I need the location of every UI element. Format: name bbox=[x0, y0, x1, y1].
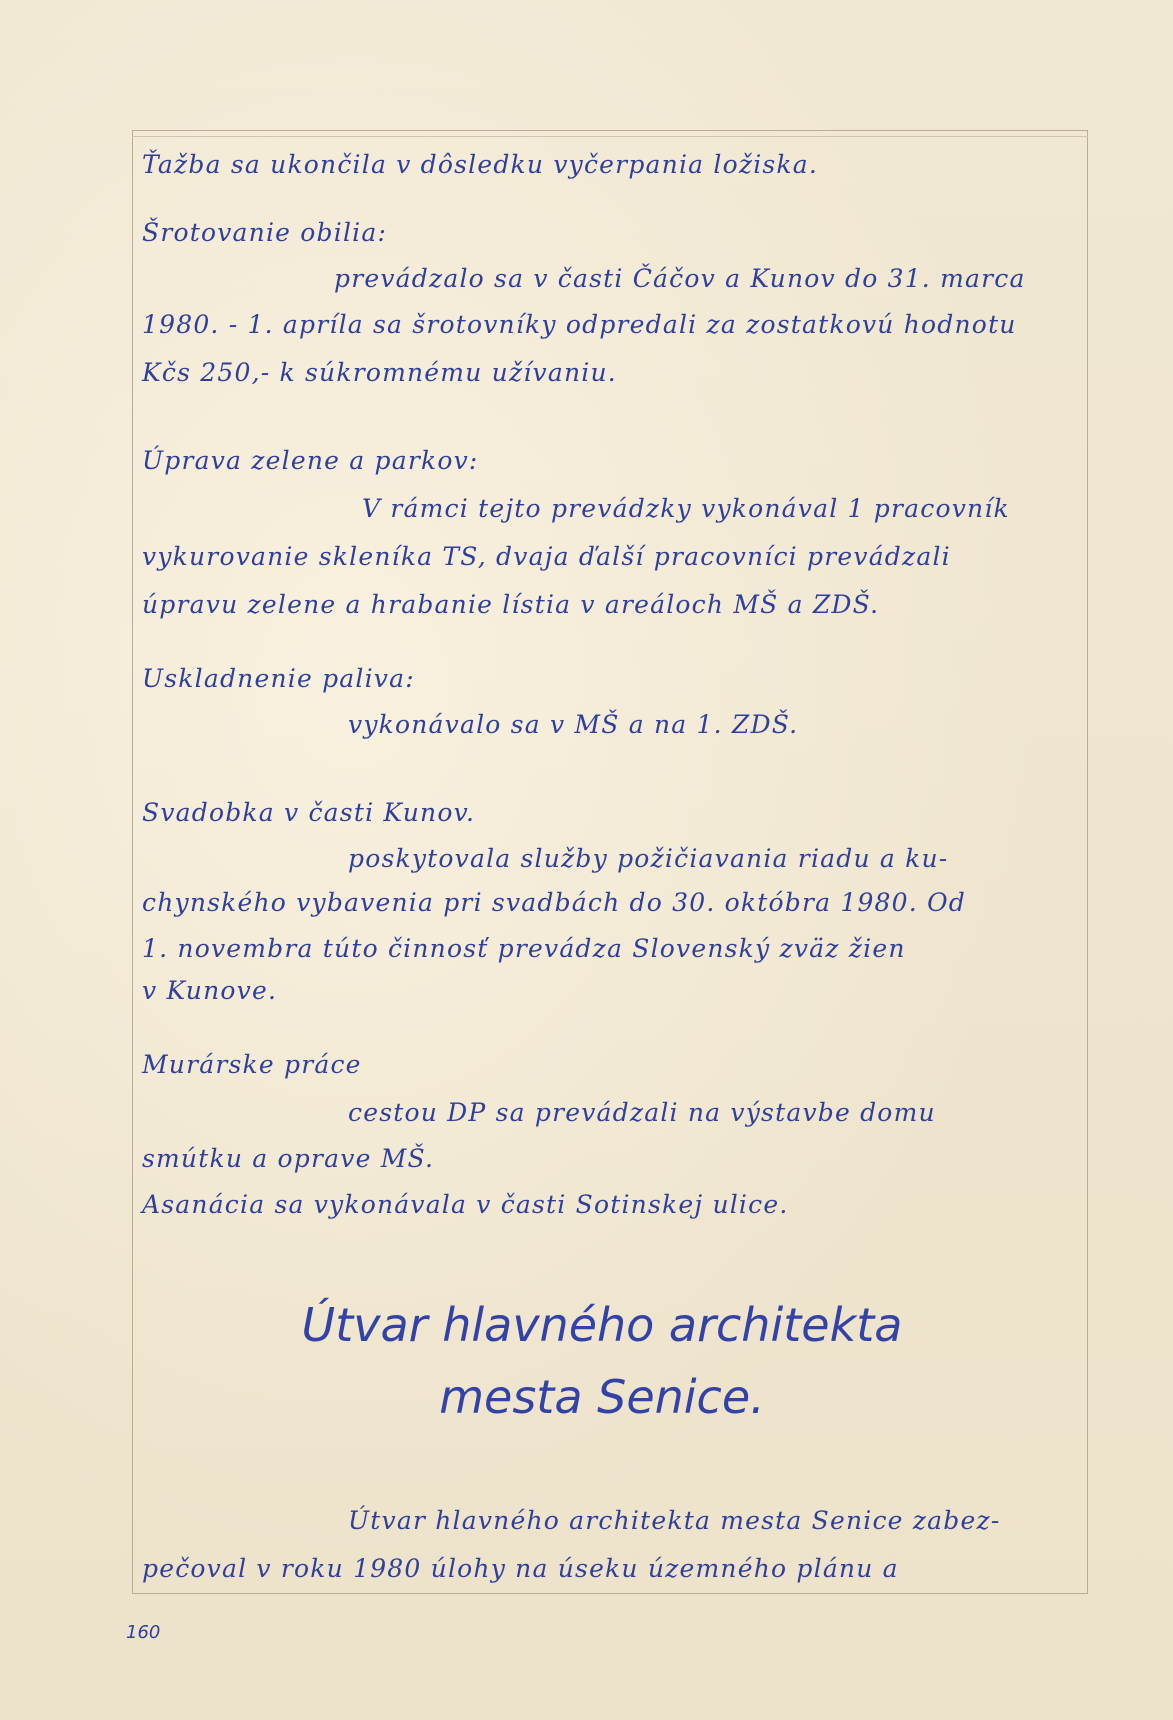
section-heading: Šrotovanie obilia: bbox=[142, 218, 388, 247]
top-rule bbox=[132, 136, 1088, 137]
section-heading: Svadobka v časti Kunov. bbox=[142, 798, 476, 827]
title-line-2: mesta Senice. bbox=[439, 1370, 765, 1424]
text-line: 1980. - 1. apríla sa šrotovníky odpredali za zostatkovú hodnotu bbox=[142, 310, 1017, 339]
text-line: cestou DP sa prevádzali na výstavbe domu bbox=[348, 1098, 936, 1127]
text-line: Útvar hlavného architekta mesta Senice zabez- bbox=[348, 1506, 1001, 1535]
section-heading: Uskladnenie paliva: bbox=[142, 664, 415, 693]
text-line: vykurovanie skleníka TS, dvaja ďalší pracovníci prevádzali bbox=[142, 542, 951, 571]
section-heading: Úprava zelene a parkov: bbox=[142, 446, 479, 475]
text-line: Kčs 250,- k súkromnému užívaniu. bbox=[142, 358, 617, 387]
text-line: v Kunove. bbox=[142, 976, 278, 1005]
text-line: Ťažba sa ukončila v dôsledku vyčerpania ložiska. bbox=[142, 150, 819, 179]
text-line: 1. novembra túto činnosť prevádza Slovenský zväz žien bbox=[142, 934, 906, 963]
text-line: chynského vybavenia pri svadbách do 30. októbra 1980. Od bbox=[142, 888, 966, 917]
text-line: smútku a oprave MŠ. bbox=[142, 1144, 435, 1173]
section-heading: Murárske práce bbox=[142, 1050, 362, 1079]
text-line: Asanácia sa vykonávala v časti Sotinskej ulice. bbox=[142, 1190, 789, 1219]
text-line: poskytovala služby požičiavania riadu a ku- bbox=[348, 844, 949, 873]
text-line: vykonávalo sa v MŠ a na 1. ZDŠ. bbox=[348, 710, 799, 739]
title-line-1: Útvar hlavného architekta bbox=[301, 1298, 903, 1352]
page-number: 160 bbox=[126, 1622, 161, 1643]
text-line: V rámci tejto prevádzky vykonával 1 pracovník bbox=[362, 494, 1010, 523]
text-line: prevádzalo sa v časti Čáčov a Kunov do 31. marca bbox=[334, 264, 1026, 293]
text-line: úpravu zelene a hrabanie lístia v areáloch MŠ a ZDŠ. bbox=[142, 590, 880, 619]
text-line: pečoval v roku 1980 úlohy na úseku územného plánu a bbox=[142, 1554, 899, 1583]
